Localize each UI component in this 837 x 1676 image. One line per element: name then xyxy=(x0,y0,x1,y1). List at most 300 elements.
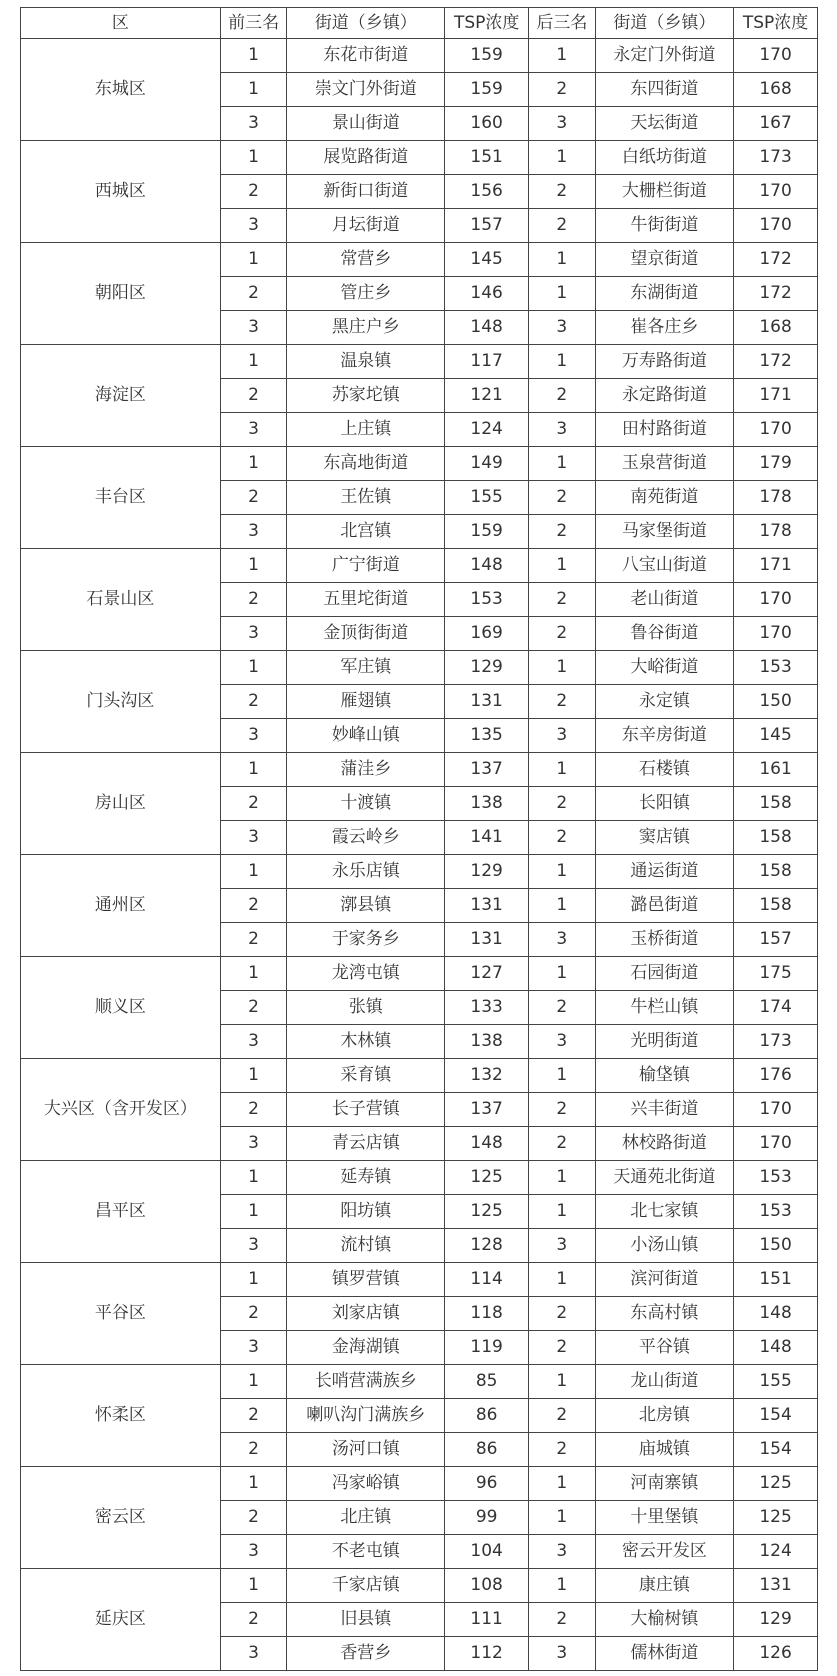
bottom-tsp-cell: 131 xyxy=(734,1569,818,1603)
bottom-street-cell: 龙山街道 xyxy=(595,1365,734,1399)
top-rank-cell: 1 xyxy=(220,1569,287,1603)
top-rank-cell: 3 xyxy=(220,1229,287,1263)
bottom-tsp-cell: 153 xyxy=(734,651,818,685)
bottom-tsp-cell: 174 xyxy=(734,991,818,1025)
bottom-rank-cell: 3 xyxy=(529,1025,596,1059)
bottom-rank-cell: 1 xyxy=(529,141,596,175)
top-rank-cell: 1 xyxy=(220,549,287,583)
top-tsp-cell: 127 xyxy=(445,957,529,991)
top-street-cell: 旧县镇 xyxy=(287,1603,445,1637)
bottom-rank-cell: 2 xyxy=(529,821,596,855)
top-street-cell: 妙峰山镇 xyxy=(287,719,445,753)
bottom-rank-cell: 3 xyxy=(529,1637,596,1671)
district-name: 朝阳区 xyxy=(21,243,221,345)
header-bottom-rank: 后三名 xyxy=(529,8,596,39)
top-rank-cell: 3 xyxy=(220,1025,287,1059)
bottom-street-cell: 望京街道 xyxy=(595,243,734,277)
bottom-street-cell: 窦店镇 xyxy=(595,821,734,855)
bottom-street-cell: 北七家镇 xyxy=(595,1195,734,1229)
bottom-rank-cell: 1 xyxy=(529,1059,596,1093)
top-tsp-cell: 104 xyxy=(445,1535,529,1569)
top-street-cell: 苏家坨镇 xyxy=(287,379,445,413)
table-row xyxy=(21,549,818,583)
bottom-rank-cell: 2 xyxy=(529,787,596,821)
bottom-tsp-cell: 145 xyxy=(734,719,818,753)
district-name: 通州区 xyxy=(21,855,221,957)
top-rank-cell: 1 xyxy=(220,1365,287,1399)
bottom-tsp-cell: 124 xyxy=(734,1535,818,1569)
top-rank-cell: 2 xyxy=(220,889,287,923)
bottom-tsp-cell: 173 xyxy=(734,141,818,175)
top-rank-cell: 2 xyxy=(220,379,287,413)
bottom-tsp-cell: 155 xyxy=(734,1365,818,1399)
top-street-cell: 金顶街街道 xyxy=(287,617,445,651)
top-street-cell: 龙湾屯镇 xyxy=(287,957,445,991)
bottom-tsp-cell: 154 xyxy=(734,1433,818,1467)
bottom-rank-cell: 1 xyxy=(529,277,596,311)
top-rank-cell: 2 xyxy=(220,923,287,957)
bottom-tsp-cell: 175 xyxy=(734,957,818,991)
header-top-rank: 前三名 xyxy=(220,8,287,39)
top-tsp-cell: 99 xyxy=(445,1501,529,1535)
top-street-cell: 霞云岭乡 xyxy=(287,821,445,855)
bottom-rank-cell: 2 xyxy=(529,583,596,617)
top-tsp-cell: 86 xyxy=(445,1433,529,1467)
top-rank-cell: 2 xyxy=(220,175,287,209)
bottom-tsp-cell: 158 xyxy=(734,787,818,821)
top-rank-cell: 1 xyxy=(220,855,287,889)
top-tsp-cell: 114 xyxy=(445,1263,529,1297)
top-rank-cell: 2 xyxy=(220,1433,287,1467)
top-street-cell: 景山街道 xyxy=(287,107,445,141)
bottom-tsp-cell: 158 xyxy=(734,889,818,923)
top-rank-cell: 3 xyxy=(220,209,287,243)
bottom-rank-cell: 2 xyxy=(529,1433,596,1467)
top-rank-cell: 2 xyxy=(220,277,287,311)
bottom-tsp-cell: 173 xyxy=(734,1025,818,1059)
bottom-rank-cell: 2 xyxy=(529,209,596,243)
top-street-cell: 上庄镇 xyxy=(287,413,445,447)
top-street-cell: 于家务乡 xyxy=(287,923,445,957)
bottom-street-cell: 东辛房街道 xyxy=(595,719,734,753)
bottom-street-cell: 永定门外街道 xyxy=(595,39,734,73)
top-tsp-cell: 86 xyxy=(445,1399,529,1433)
top-street-cell: 张镇 xyxy=(287,991,445,1025)
top-street-cell: 月坛街道 xyxy=(287,209,445,243)
header-bottom-street: 街道（乡镇） xyxy=(595,8,734,39)
bottom-tsp-cell: 178 xyxy=(734,515,818,549)
bottom-tsp-cell: 150 xyxy=(734,1229,818,1263)
bottom-rank-cell: 2 xyxy=(529,1093,596,1127)
bottom-rank-cell: 1 xyxy=(529,957,596,991)
bottom-rank-cell: 3 xyxy=(529,1535,596,1569)
top-tsp-cell: 149 xyxy=(445,447,529,481)
top-tsp-cell: 112 xyxy=(445,1637,529,1671)
top-tsp-cell: 133 xyxy=(445,991,529,1025)
bottom-street-cell: 河南寨镇 xyxy=(595,1467,734,1501)
top-street-cell: 延寿镇 xyxy=(287,1161,445,1195)
top-rank-cell: 1 xyxy=(220,447,287,481)
bottom-tsp-cell: 125 xyxy=(734,1467,818,1501)
district-name: 延庆区 xyxy=(21,1569,221,1671)
top-tsp-cell: 131 xyxy=(445,889,529,923)
top-tsp-cell: 128 xyxy=(445,1229,529,1263)
top-street-cell: 温泉镇 xyxy=(287,345,445,379)
bottom-street-cell: 玉桥街道 xyxy=(595,923,734,957)
bottom-rank-cell: 2 xyxy=(529,1603,596,1637)
bottom-street-cell: 白纸坊街道 xyxy=(595,141,734,175)
top-street-cell: 崇文门外街道 xyxy=(287,73,445,107)
top-street-cell: 漷县镇 xyxy=(287,889,445,923)
bottom-tsp-cell: 172 xyxy=(734,345,818,379)
top-street-cell: 五里坨街道 xyxy=(287,583,445,617)
bottom-street-cell: 天通苑北街道 xyxy=(595,1161,734,1195)
table-row xyxy=(21,243,818,277)
table-row xyxy=(21,855,818,889)
bottom-rank-cell: 2 xyxy=(529,175,596,209)
table-row xyxy=(21,753,818,787)
top-tsp-cell: 111 xyxy=(445,1603,529,1637)
bottom-street-cell: 通运街道 xyxy=(595,855,734,889)
top-street-cell: 木林镇 xyxy=(287,1025,445,1059)
top-tsp-cell: 148 xyxy=(445,1127,529,1161)
top-street-cell: 管庄乡 xyxy=(287,277,445,311)
top-street-cell: 北庄镇 xyxy=(287,1501,445,1535)
top-street-cell: 北宫镇 xyxy=(287,515,445,549)
top-rank-cell: 3 xyxy=(220,1127,287,1161)
table-row xyxy=(21,141,818,175)
bottom-tsp-cell: 170 xyxy=(734,209,818,243)
bottom-street-cell: 永定路街道 xyxy=(595,379,734,413)
top-rank-cell: 2 xyxy=(220,991,287,1025)
top-rank-cell: 3 xyxy=(220,821,287,855)
bottom-rank-cell: 1 xyxy=(529,549,596,583)
bottom-tsp-cell: 125 xyxy=(734,1501,818,1535)
top-tsp-cell: 131 xyxy=(445,685,529,719)
bottom-tsp-cell: 161 xyxy=(734,753,818,787)
top-rank-cell: 1 xyxy=(220,141,287,175)
bottom-street-cell: 老山街道 xyxy=(595,583,734,617)
bottom-rank-cell: 2 xyxy=(529,379,596,413)
top-rank-cell: 3 xyxy=(220,515,287,549)
top-rank-cell: 2 xyxy=(220,685,287,719)
bottom-street-cell: 密云开发区 xyxy=(595,1535,734,1569)
bottom-tsp-cell: 168 xyxy=(734,73,818,107)
district-name: 丰台区 xyxy=(21,447,221,549)
top-tsp-cell: 124 xyxy=(445,413,529,447)
top-street-cell: 新街口街道 xyxy=(287,175,445,209)
table-body xyxy=(21,39,818,1671)
bottom-rank-cell: 1 xyxy=(529,1365,596,1399)
bottom-street-cell: 石楼镇 xyxy=(595,753,734,787)
bottom-rank-cell: 3 xyxy=(529,923,596,957)
bottom-street-cell: 大栅栏街道 xyxy=(595,175,734,209)
bottom-tsp-cell: 172 xyxy=(734,243,818,277)
bottom-rank-cell: 1 xyxy=(529,345,596,379)
top-street-cell: 王佐镇 xyxy=(287,481,445,515)
top-rank-cell: 3 xyxy=(220,413,287,447)
header-district: 区 xyxy=(21,8,221,39)
top-rank-cell: 2 xyxy=(220,1297,287,1331)
top-street-cell: 千家店镇 xyxy=(287,1569,445,1603)
bottom-rank-cell: 2 xyxy=(529,991,596,1025)
bottom-rank-cell: 2 xyxy=(529,481,596,515)
top-tsp-cell: 159 xyxy=(445,73,529,107)
top-tsp-cell: 169 xyxy=(445,617,529,651)
bottom-tsp-cell: 171 xyxy=(734,379,818,413)
top-tsp-cell: 108 xyxy=(445,1569,529,1603)
top-rank-cell: 3 xyxy=(220,1331,287,1365)
bottom-rank-cell: 1 xyxy=(529,243,596,277)
district-name: 密云区 xyxy=(21,1467,221,1569)
top-street-cell: 蒲洼乡 xyxy=(287,753,445,787)
bottom-street-cell: 十里堡镇 xyxy=(595,1501,734,1535)
top-tsp-cell: 148 xyxy=(445,311,529,345)
top-street-cell: 黑庄户乡 xyxy=(287,311,445,345)
bottom-tsp-cell: 150 xyxy=(734,685,818,719)
bottom-street-cell: 石园街道 xyxy=(595,957,734,991)
district-name: 大兴区（含开发区） xyxy=(21,1059,221,1161)
bottom-street-cell: 万寿路街道 xyxy=(595,345,734,379)
header-top-tsp: TSP浓度 xyxy=(445,8,529,39)
bottom-street-cell: 天坛街道 xyxy=(595,107,734,141)
bottom-tsp-cell: 179 xyxy=(734,447,818,481)
bottom-tsp-cell: 171 xyxy=(734,549,818,583)
top-street-cell: 香营乡 xyxy=(287,1637,445,1671)
top-tsp-cell: 125 xyxy=(445,1195,529,1229)
bottom-rank-cell: 2 xyxy=(529,1127,596,1161)
bottom-street-cell: 鲁谷街道 xyxy=(595,617,734,651)
table-row xyxy=(21,1161,818,1195)
district-name: 顺义区 xyxy=(21,957,221,1059)
top-tsp-cell: 129 xyxy=(445,855,529,889)
top-rank-cell: 1 xyxy=(220,651,287,685)
table-row xyxy=(21,1467,818,1501)
top-rank-cell: 2 xyxy=(220,1603,287,1637)
top-tsp-cell: 118 xyxy=(445,1297,529,1331)
top-street-cell: 金海湖镇 xyxy=(287,1331,445,1365)
bottom-street-cell: 康庄镇 xyxy=(595,1569,734,1603)
bottom-tsp-cell: 170 xyxy=(734,617,818,651)
top-rank-cell: 1 xyxy=(220,73,287,107)
top-rank-cell: 2 xyxy=(220,583,287,617)
bottom-tsp-cell: 151 xyxy=(734,1263,818,1297)
bottom-tsp-cell: 170 xyxy=(734,413,818,447)
top-street-cell: 广宁街道 xyxy=(287,549,445,583)
top-rank-cell: 1 xyxy=(220,1059,287,1093)
top-tsp-cell: 85 xyxy=(445,1365,529,1399)
bottom-street-cell: 长阳镇 xyxy=(595,787,734,821)
bottom-rank-cell: 2 xyxy=(529,1399,596,1433)
header-bottom-tsp: TSP浓度 xyxy=(734,8,818,39)
top-tsp-cell: 138 xyxy=(445,1025,529,1059)
top-street-cell: 东花市街道 xyxy=(287,39,445,73)
top-tsp-cell: 138 xyxy=(445,787,529,821)
bottom-street-cell: 东湖街道 xyxy=(595,277,734,311)
bottom-rank-cell: 1 xyxy=(529,1569,596,1603)
bottom-street-cell: 田村路街道 xyxy=(595,413,734,447)
bottom-tsp-cell: 158 xyxy=(734,821,818,855)
top-tsp-cell: 131 xyxy=(445,923,529,957)
bottom-tsp-cell: 170 xyxy=(734,175,818,209)
header-top-street: 街道（乡镇） xyxy=(287,8,445,39)
district-name: 房山区 xyxy=(21,753,221,855)
top-street-cell: 十渡镇 xyxy=(287,787,445,821)
top-street-cell: 阳坊镇 xyxy=(287,1195,445,1229)
district-name: 石景山区 xyxy=(21,549,221,651)
bottom-rank-cell: 2 xyxy=(529,515,596,549)
top-rank-cell: 3 xyxy=(220,617,287,651)
top-rank-cell: 1 xyxy=(220,1195,287,1229)
bottom-rank-cell: 1 xyxy=(529,1263,596,1297)
top-rank-cell: 3 xyxy=(220,311,287,345)
top-street-cell: 军庄镇 xyxy=(287,651,445,685)
top-tsp-cell: 129 xyxy=(445,651,529,685)
top-street-cell: 冯家峪镇 xyxy=(287,1467,445,1501)
bottom-tsp-cell: 153 xyxy=(734,1161,818,1195)
top-rank-cell: 1 xyxy=(220,957,287,991)
top-tsp-cell: 117 xyxy=(445,345,529,379)
district-name: 东城区 xyxy=(21,39,221,141)
top-rank-cell: 2 xyxy=(220,1399,287,1433)
table-row xyxy=(21,957,818,991)
header-row xyxy=(21,8,818,39)
bottom-street-cell: 大峪街道 xyxy=(595,651,734,685)
top-street-cell: 东高地街道 xyxy=(287,447,445,481)
top-tsp-cell: 153 xyxy=(445,583,529,617)
bottom-rank-cell: 1 xyxy=(529,1195,596,1229)
bottom-tsp-cell: 153 xyxy=(734,1195,818,1229)
bottom-rank-cell: 2 xyxy=(529,1297,596,1331)
top-street-cell: 长哨营满族乡 xyxy=(287,1365,445,1399)
top-street-cell: 展览路街道 xyxy=(287,141,445,175)
bottom-rank-cell: 2 xyxy=(529,73,596,107)
bottom-rank-cell: 2 xyxy=(529,1331,596,1365)
table-row xyxy=(21,1059,818,1093)
top-street-cell: 镇罗营镇 xyxy=(287,1263,445,1297)
district-name: 怀柔区 xyxy=(21,1365,221,1467)
top-tsp-cell: 148 xyxy=(445,549,529,583)
top-tsp-cell: 141 xyxy=(445,821,529,855)
bottom-street-cell: 东高村镇 xyxy=(595,1297,734,1331)
top-rank-cell: 2 xyxy=(220,1501,287,1535)
bottom-street-cell: 牛街街道 xyxy=(595,209,734,243)
table-row xyxy=(21,651,818,685)
bottom-rank-cell: 1 xyxy=(529,651,596,685)
bottom-street-cell: 八宝山街道 xyxy=(595,549,734,583)
top-rank-cell: 3 xyxy=(220,1637,287,1671)
bottom-street-cell: 平谷镇 xyxy=(595,1331,734,1365)
top-rank-cell: 1 xyxy=(220,39,287,73)
bottom-tsp-cell: 148 xyxy=(734,1297,818,1331)
bottom-tsp-cell: 157 xyxy=(734,923,818,957)
bottom-tsp-cell: 176 xyxy=(734,1059,818,1093)
bottom-street-cell: 光明街道 xyxy=(595,1025,734,1059)
bottom-rank-cell: 1 xyxy=(529,1467,596,1501)
top-street-cell: 不老屯镇 xyxy=(287,1535,445,1569)
bottom-street-cell: 兴丰街道 xyxy=(595,1093,734,1127)
top-tsp-cell: 137 xyxy=(445,1093,529,1127)
bottom-rank-cell: 1 xyxy=(529,447,596,481)
table-row xyxy=(21,39,818,73)
top-tsp-cell: 121 xyxy=(445,379,529,413)
top-rank-cell: 2 xyxy=(220,787,287,821)
bottom-rank-cell: 1 xyxy=(529,855,596,889)
bottom-rank-cell: 3 xyxy=(529,413,596,447)
top-rank-cell: 3 xyxy=(220,107,287,141)
district-name: 平谷区 xyxy=(21,1263,221,1365)
top-street-cell: 刘家店镇 xyxy=(287,1297,445,1331)
top-rank-cell: 3 xyxy=(220,1535,287,1569)
district-name: 西城区 xyxy=(21,141,221,243)
bottom-tsp-cell: 167 xyxy=(734,107,818,141)
bottom-rank-cell: 3 xyxy=(529,719,596,753)
top-rank-cell: 3 xyxy=(220,719,287,753)
top-tsp-cell: 157 xyxy=(445,209,529,243)
bottom-tsp-cell: 154 xyxy=(734,1399,818,1433)
bottom-tsp-cell: 170 xyxy=(734,583,818,617)
bottom-tsp-cell: 158 xyxy=(734,855,818,889)
top-street-cell: 长子营镇 xyxy=(287,1093,445,1127)
top-rank-cell: 1 xyxy=(220,753,287,787)
district-name: 海淀区 xyxy=(21,345,221,447)
bottom-tsp-cell: 170 xyxy=(734,1127,818,1161)
tsp-ranking-table xyxy=(20,7,818,1671)
district-name: 昌平区 xyxy=(21,1161,221,1263)
bottom-street-cell: 大榆树镇 xyxy=(595,1603,734,1637)
bottom-street-cell: 马家堡街道 xyxy=(595,515,734,549)
top-rank-cell: 1 xyxy=(220,1263,287,1297)
bottom-rank-cell: 2 xyxy=(529,685,596,719)
top-rank-cell: 1 xyxy=(220,243,287,277)
bottom-rank-cell: 1 xyxy=(529,889,596,923)
top-tsp-cell: 159 xyxy=(445,39,529,73)
bottom-street-cell: 北房镇 xyxy=(595,1399,734,1433)
top-street-cell: 采育镇 xyxy=(287,1059,445,1093)
top-rank-cell: 1 xyxy=(220,1467,287,1501)
top-street-cell: 雁翅镇 xyxy=(287,685,445,719)
top-street-cell: 汤河口镇 xyxy=(287,1433,445,1467)
bottom-street-cell: 滨河街道 xyxy=(595,1263,734,1297)
district-name: 门头沟区 xyxy=(21,651,221,753)
bottom-rank-cell: 3 xyxy=(529,311,596,345)
top-tsp-cell: 119 xyxy=(445,1331,529,1365)
top-tsp-cell: 160 xyxy=(445,107,529,141)
bottom-street-cell: 牛栏山镇 xyxy=(595,991,734,1025)
bottom-rank-cell: 1 xyxy=(529,1501,596,1535)
table-row xyxy=(21,1365,818,1399)
bottom-street-cell: 儒林街道 xyxy=(595,1637,734,1671)
top-rank-cell: 2 xyxy=(220,1093,287,1127)
table-row xyxy=(21,345,818,379)
top-tsp-cell: 159 xyxy=(445,515,529,549)
bottom-street-cell: 南苑街道 xyxy=(595,481,734,515)
bottom-rank-cell: 1 xyxy=(529,1161,596,1195)
bottom-tsp-cell: 148 xyxy=(734,1331,818,1365)
top-tsp-cell: 125 xyxy=(445,1161,529,1195)
top-street-cell: 喇叭沟门满族乡 xyxy=(287,1399,445,1433)
bottom-tsp-cell: 170 xyxy=(734,1093,818,1127)
top-tsp-cell: 96 xyxy=(445,1467,529,1501)
top-street-cell: 永乐店镇 xyxy=(287,855,445,889)
top-tsp-cell: 156 xyxy=(445,175,529,209)
top-tsp-cell: 146 xyxy=(445,277,529,311)
bottom-rank-cell: 3 xyxy=(529,107,596,141)
bottom-tsp-cell: 168 xyxy=(734,311,818,345)
bottom-rank-cell: 2 xyxy=(529,617,596,651)
top-tsp-cell: 132 xyxy=(445,1059,529,1093)
top-rank-cell: 1 xyxy=(220,345,287,379)
